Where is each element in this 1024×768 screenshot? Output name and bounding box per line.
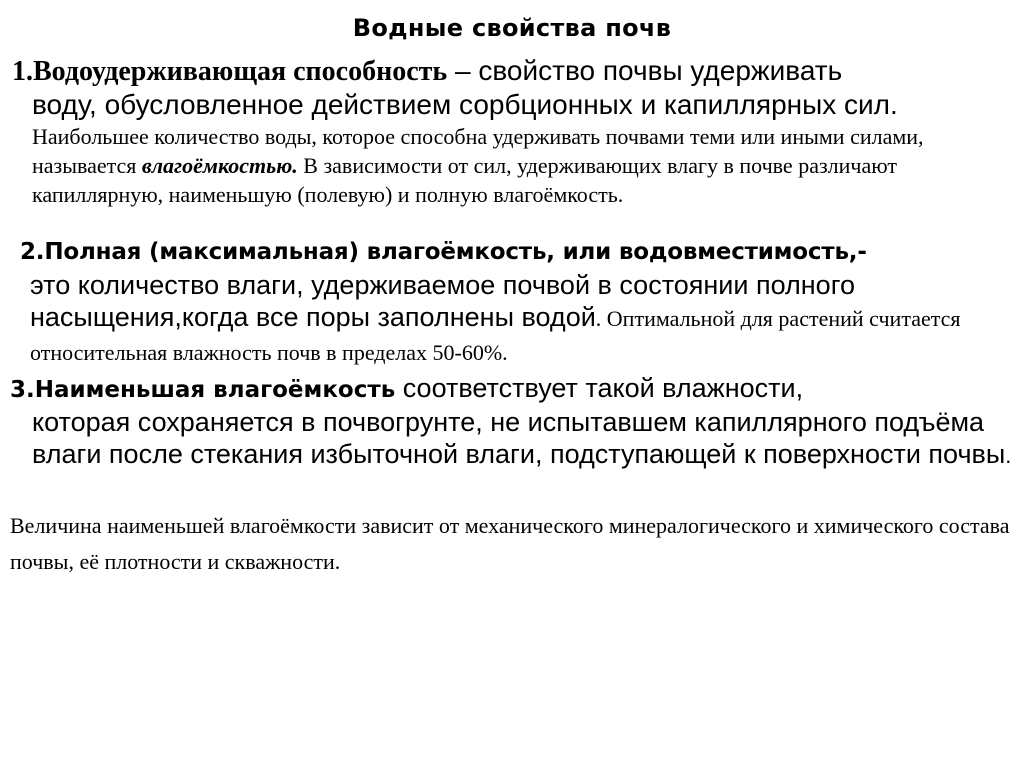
section2-body-large: это количество влаги, удерживаемое почвой в состоянии полного насыщения,когда все поры заполнены водой (30, 270, 855, 332)
section-water-holding-capacity (12, 54, 1012, 209)
section1-lead (12, 54, 1012, 121)
section1-detail-after: В зависимости от сил, удерживающих влагу в почве различают капиллярную, наименьшую (полевую) и полную влагоёмкость. (32, 153, 897, 207)
section1-dash: – (447, 55, 479, 86)
section-full-capacity (20, 236, 1020, 369)
section3-period: . (1005, 443, 1012, 468)
section2-body-small: . Оптимальной для растений считается относительная влажность почв в пределах 50-60%. (30, 306, 961, 365)
section1-text-line1: свойство почвы удерживать (478, 55, 843, 86)
section-dependency-note: Величина наименьшей влагоёмкости зависит от механического минералогического и химического состава почвы, её плотности и скважности. (10, 513, 1010, 574)
section-least-capacity (10, 372, 1015, 472)
section3-text-rest: которая сохраняется в почвогрунте, не испытавшем капиллярного подъёма влаги после стекания избыточной влаги, подступающей к поверхности почвы (32, 407, 1006, 469)
section1-number: 1. (12, 56, 33, 87)
section1-detail-before: Наибольшее количество воды, которое способна удерживать почвами теми или иными силами, называется (32, 124, 924, 178)
section1-detail (12, 122, 1012, 209)
section3-paragraph (10, 372, 1015, 472)
slide-title: Водные свойства почв (352, 14, 672, 42)
section1-detail-term: влагоёмкостью. (141, 153, 298, 178)
section3-text-line1: соответствует такой влажности, (395, 373, 804, 403)
section2-body (20, 269, 1020, 369)
section3-heading: 3.Наименьшая влагоёмкость (10, 377, 396, 403)
section3-text-rest-wrap (10, 406, 1015, 472)
section1-term: Водоудерживающая способность (33, 56, 448, 87)
section1-text-line2: воду, обусловленное действием сорбционных и капиллярных сил. (32, 89, 898, 120)
section2-heading: 2.Полная (максимальная) влагоёмкость, или водовместимость,- (20, 239, 867, 265)
